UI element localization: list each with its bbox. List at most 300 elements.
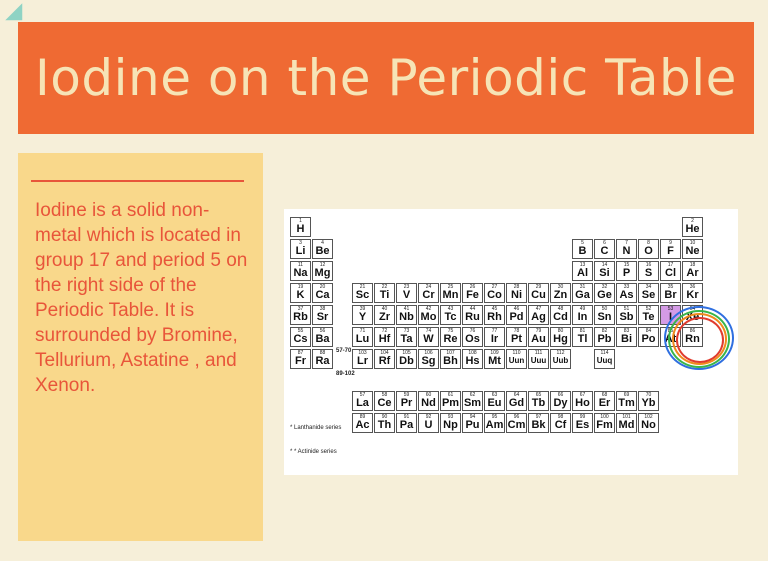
element-symbol: Sn (597, 311, 612, 323)
element-symbol: Ba (315, 333, 330, 345)
atomic-number: 35 (667, 284, 674, 290)
atomic-number: 109 (490, 350, 499, 356)
atomic-number: 32 (601, 284, 608, 290)
element-cell (440, 391, 461, 411)
atomic-number: 99 (579, 414, 586, 420)
atomic-number: 66 (557, 392, 564, 398)
element-symbol: Re (443, 333, 458, 345)
atomic-number: 31 (579, 284, 586, 290)
element-symbol: Lu (355, 333, 370, 345)
element-symbol: Mt (488, 355, 501, 367)
element-symbol: Rh (487, 311, 502, 323)
element-cell (418, 283, 439, 303)
element-cell (528, 413, 549, 433)
atomic-number: 24 (425, 284, 432, 290)
atomic-number: 18 (689, 262, 696, 268)
atomic-number: 13 (579, 262, 586, 268)
element-symbol: Yb (641, 397, 656, 409)
element-cell (550, 305, 571, 325)
element-symbol: Li (295, 245, 306, 257)
atomic-number: 23 (403, 284, 410, 290)
element-symbol: Be (315, 245, 330, 257)
element-cell (506, 413, 527, 433)
element-cell (528, 305, 549, 325)
atomic-number: 43 (447, 306, 454, 312)
element-cell (682, 239, 703, 259)
element-symbol: F (667, 245, 674, 257)
element-symbol: Br (664, 289, 677, 301)
element-cell (594, 391, 615, 411)
atomic-number: 70 (645, 392, 652, 398)
atomic-number: 92 (425, 414, 432, 420)
element-symbol: Np (443, 419, 458, 431)
atomic-number: 95 (491, 414, 498, 420)
element-cell (352, 349, 373, 369)
element-symbol: Xe (685, 311, 700, 323)
atomic-number: 47 (535, 306, 542, 312)
atomic-number: 84 (645, 328, 652, 334)
atomic-number: 42 (425, 306, 432, 312)
slide-body-text: Iodine is a solid non-metal which is located in group 17 and period 5 on the right side of the Periodic Table. It is surrounded by Bromine, Tellurium, Astatine , and Xenon. (35, 200, 248, 396)
element-symbol: Ni (511, 289, 522, 301)
element-cell (312, 261, 333, 281)
periodic-table-image (284, 209, 738, 475)
element-cell (396, 391, 417, 411)
atomic-number: 11 (297, 262, 304, 268)
element-symbol: Uuu (530, 356, 547, 365)
element-cell (638, 261, 659, 281)
element-cell (638, 283, 659, 303)
element-cell (594, 239, 615, 259)
element-cell (506, 391, 527, 411)
atomic-number: 2 (691, 218, 694, 224)
element-cell (484, 305, 505, 325)
element-symbol: Zn (553, 289, 568, 301)
element-symbol: Rf (378, 355, 391, 367)
element-cell (396, 349, 417, 369)
element-cell (290, 239, 311, 259)
element-symbol: I (668, 311, 673, 323)
element-cell (616, 327, 637, 347)
atomic-number: 16 (645, 262, 652, 268)
element-symbol: Tl (577, 333, 588, 345)
element-cell (462, 413, 483, 433)
element-cell (506, 283, 527, 303)
atomic-number: 62 (469, 392, 476, 398)
actinide-placeholder: 89-102 (336, 371, 355, 377)
element-cell (638, 239, 659, 259)
element-cell (396, 413, 417, 433)
atomic-number: 75 (447, 328, 454, 334)
atomic-number: 9 (669, 240, 672, 246)
atomic-number: 100 (600, 414, 609, 420)
element-symbol: Ir (490, 333, 499, 345)
element-symbol: Fe (466, 289, 479, 301)
element-symbol: Mo (420, 311, 437, 323)
atomic-number: 63 (491, 392, 498, 398)
element-symbol: Cu (531, 289, 546, 301)
element-symbol: At (664, 333, 677, 345)
element-symbol: Hs (465, 355, 480, 367)
element-cell (462, 349, 483, 369)
element-cell (440, 305, 461, 325)
element-cell (638, 305, 659, 325)
element-cell (594, 305, 615, 325)
atomic-number: 96 (513, 414, 520, 420)
atomic-number: 60 (425, 392, 432, 398)
element-symbol: Nb (399, 311, 414, 323)
element-cell (594, 413, 615, 433)
atomic-number: 82 (601, 328, 608, 334)
element-symbol: W (423, 333, 434, 345)
element-cell (290, 261, 311, 281)
element-cell (484, 327, 505, 347)
element-cell (396, 327, 417, 347)
atomic-number: 104 (380, 350, 389, 356)
element-symbol: Pd (509, 311, 524, 323)
element-cell (572, 283, 593, 303)
atomic-number: 4 (321, 240, 324, 246)
element-cell (682, 261, 703, 281)
element-cell (572, 391, 593, 411)
element-symbol: Po (641, 333, 656, 345)
element-cell (352, 391, 373, 411)
element-symbol: Tm (618, 397, 635, 409)
atomic-number: 49 (579, 306, 586, 312)
atomic-number: 30 (557, 284, 564, 290)
element-cell (682, 283, 703, 303)
element-cell (462, 391, 483, 411)
element-symbol: Lr (357, 355, 368, 367)
element-symbol: Er (598, 397, 611, 409)
element-symbol: H (296, 223, 305, 235)
element-cell (374, 391, 395, 411)
element-cell (484, 413, 505, 433)
element-symbol: Md (618, 419, 635, 431)
element-symbol: K (296, 289, 305, 301)
element-cell (312, 349, 333, 369)
element-symbol: Te (642, 311, 655, 323)
element-symbol: Uuq (596, 356, 613, 365)
atomic-number: 33 (623, 284, 630, 290)
element-cell (352, 413, 373, 433)
atomic-number: 34 (645, 284, 652, 290)
element-cell (616, 413, 637, 433)
atomic-number: 17 (667, 262, 674, 268)
atomic-number: 39 (359, 306, 366, 312)
atomic-number: 36 (689, 284, 696, 290)
atomic-number: 61 (447, 392, 454, 398)
element-symbol: Ga (575, 289, 590, 301)
element-symbol: As (619, 289, 634, 301)
element-symbol: Cf (554, 419, 567, 431)
element-cell (638, 391, 659, 411)
atomic-number: 77 (491, 328, 498, 334)
element-symbol: Bh (443, 355, 458, 367)
element-cell (312, 305, 333, 325)
element-cell (550, 391, 571, 411)
atomic-number: 45 (491, 306, 498, 312)
atomic-number: 53 (667, 306, 674, 312)
element-cell (374, 283, 395, 303)
element-symbol: Hg (553, 333, 568, 345)
element-cell (616, 391, 637, 411)
element-symbol: No (641, 419, 656, 431)
atomic-number: 91 (403, 414, 410, 420)
element-cell (440, 327, 461, 347)
atomic-number: 72 (381, 328, 388, 334)
element-cell (484, 349, 505, 369)
atomic-number: 108 (468, 350, 477, 356)
atomic-number: 110 (512, 350, 521, 356)
element-symbol: Mg (314, 267, 331, 279)
atomic-number: 27 (491, 284, 498, 290)
element-symbol: Ta (400, 333, 413, 345)
element-cell (528, 349, 549, 369)
atomic-number: 101 (622, 414, 631, 420)
atomic-number: 3 (299, 240, 302, 246)
element-cell (418, 349, 439, 369)
element-symbol: Ce (377, 397, 392, 409)
element-symbol: Db (399, 355, 414, 367)
element-cell (682, 217, 703, 237)
element-cell (594, 283, 615, 303)
element-symbol: Bi (621, 333, 632, 345)
element-symbol: Tc (444, 311, 457, 323)
atomic-number: 85 (667, 328, 674, 334)
element-cell (396, 305, 417, 325)
element-cell (528, 391, 549, 411)
element-cell (290, 283, 311, 303)
atomic-number: 5 (581, 240, 584, 246)
element-symbol: Au (531, 333, 546, 345)
atomic-number: 93 (447, 414, 454, 420)
atomic-number: 107 (446, 350, 455, 356)
element-cell (374, 413, 395, 433)
element-cell (638, 327, 659, 347)
element-cell (484, 391, 505, 411)
element-cell (396, 283, 417, 303)
element-symbol: Cl (665, 267, 676, 279)
element-cell (616, 261, 637, 281)
element-cell (660, 261, 681, 281)
element-cell (616, 283, 637, 303)
lanthanide-placeholder: 57-70 (336, 348, 352, 354)
atomic-number: 112 (556, 350, 565, 356)
element-symbol: Fm (596, 419, 613, 431)
atomic-number: 76 (469, 328, 476, 334)
atomic-number: 86 (689, 328, 696, 334)
atomic-number: 46 (513, 306, 520, 312)
actinide-series-label: * * Actinide series (290, 449, 337, 455)
atomic-number: 15 (623, 262, 630, 268)
element-symbol: Os (465, 333, 480, 345)
element-symbol: V (402, 289, 411, 301)
atomic-number: 50 (601, 306, 608, 312)
element-cell (352, 305, 373, 325)
atomic-number: 12 (319, 262, 326, 268)
element-symbol: Fr (295, 355, 306, 367)
atomic-number: 14 (601, 262, 608, 268)
atomic-number: 58 (381, 392, 388, 398)
atomic-number: 102 (644, 414, 653, 420)
atomic-number: 48 (557, 306, 564, 312)
element-symbol: Si (599, 267, 610, 279)
element-cell (312, 327, 333, 347)
atomic-number: 37 (297, 306, 304, 312)
atomic-number: 64 (513, 392, 520, 398)
atomic-number: 88 (319, 350, 326, 356)
element-cell (440, 413, 461, 433)
element-symbol: Uun (508, 356, 525, 365)
atomic-number: 94 (469, 414, 476, 420)
atomic-number: 57 (359, 392, 366, 398)
element-cell (550, 327, 571, 347)
atomic-number: 111 (534, 350, 543, 356)
element-cell (290, 217, 311, 237)
atomic-number: 28 (513, 284, 520, 290)
element-symbol: N (622, 245, 631, 257)
element-symbol: Ca (315, 289, 330, 301)
element-cell (506, 327, 527, 347)
element-symbol: P (622, 267, 631, 279)
atomic-number: 87 (297, 350, 304, 356)
element-symbol: Tb (531, 397, 546, 409)
element-symbol: Cd (553, 311, 568, 323)
atomic-number: 90 (381, 414, 388, 420)
element-cell (440, 349, 461, 369)
atomic-number: 21 (359, 284, 366, 290)
atomic-number: 105 (402, 350, 411, 356)
element-cell (312, 283, 333, 303)
element-symbol: Ge (597, 289, 612, 301)
element-cell (572, 261, 593, 281)
atomic-number: 80 (557, 328, 564, 334)
atomic-number: 74 (425, 328, 432, 334)
atomic-number: 54 (689, 306, 696, 312)
atomic-number: 10 (689, 240, 696, 246)
element-cell (594, 261, 615, 281)
atomic-number: 78 (513, 328, 520, 334)
element-symbol: Eu (487, 397, 502, 409)
element-cell (572, 239, 593, 259)
atomic-number: 20 (319, 284, 326, 290)
lanthanide-series-label: * Lanthanide series (290, 425, 342, 431)
atomic-number: 6 (603, 240, 606, 246)
atomic-number: 73 (403, 328, 410, 334)
atomic-number: 22 (381, 284, 388, 290)
element-cell (418, 391, 439, 411)
element-cell (290, 305, 311, 325)
atomic-number: 83 (623, 328, 630, 334)
atomic-number: 67 (579, 392, 586, 398)
element-cell (352, 327, 373, 347)
element-symbol: Cs (293, 333, 308, 345)
element-symbol: Se (641, 289, 656, 301)
atomic-number: 56 (319, 328, 326, 334)
element-cell (528, 283, 549, 303)
atomic-number: 29 (535, 284, 542, 290)
element-symbol: Ti (379, 289, 390, 301)
atomic-number: 71 (359, 328, 366, 334)
element-symbol: Sm (463, 397, 482, 409)
element-symbol: Am (485, 419, 504, 431)
atomic-number: 97 (535, 414, 542, 420)
element-symbol: Ho (575, 397, 590, 409)
slide-title: Iodine on the Periodic Table (35, 49, 737, 107)
element-cell (440, 283, 461, 303)
element-symbol: La (356, 397, 369, 409)
element-cell (506, 305, 527, 325)
element-symbol: Sb (619, 311, 634, 323)
element-symbol: Na (293, 267, 308, 279)
element-cell (312, 239, 333, 259)
element-cell (660, 283, 681, 303)
element-cell (638, 413, 659, 433)
element-symbol: Ru (465, 311, 480, 323)
element-symbol: S (644, 267, 653, 279)
element-symbol: Al (577, 267, 588, 279)
element-symbol: Bk (531, 419, 546, 431)
element-symbol: Rn (685, 333, 700, 345)
element-symbol: Hf (378, 333, 391, 345)
atomic-number: 44 (469, 306, 476, 312)
element-symbol: In (577, 311, 588, 323)
element-cell (616, 239, 637, 259)
atomic-number: 81 (579, 328, 586, 334)
element-symbol: U (424, 419, 433, 431)
atomic-number: 59 (403, 392, 410, 398)
element-symbol: Sc (355, 289, 370, 301)
atomic-number: 1 (299, 218, 302, 224)
element-cell (506, 349, 527, 369)
atomic-number: 89 (359, 414, 366, 420)
card-divider (31, 180, 244, 182)
element-cell (594, 327, 615, 347)
atomic-number: 51 (623, 306, 630, 312)
element-cell (550, 283, 571, 303)
element-symbol: Pm (441, 397, 460, 409)
element-cell (594, 349, 615, 369)
element-cell (550, 349, 571, 369)
title-banner (18, 22, 754, 134)
element-symbol: Ar (686, 267, 699, 279)
element-symbol: Es (575, 419, 590, 431)
element-symbol: Ra (315, 355, 330, 367)
element-cell (660, 239, 681, 259)
atomic-number: 38 (319, 306, 326, 312)
element-symbol: Kr (686, 289, 699, 301)
element-symbol: Nd (421, 397, 436, 409)
element-symbol: Pa (399, 419, 414, 431)
element-symbol: Rb (293, 311, 308, 323)
atomic-number: 68 (601, 392, 608, 398)
element-symbol: Dy (553, 397, 568, 409)
atomic-number: 106 (424, 350, 433, 356)
element-symbol: Cr (422, 289, 435, 301)
element-symbol: Y (358, 311, 367, 323)
element-cell (462, 305, 483, 325)
element-symbol: Pb (597, 333, 612, 345)
atomic-number: 7 (625, 240, 628, 246)
atomic-number: 79 (535, 328, 542, 334)
element-cell (616, 305, 637, 325)
element-symbol: Th (377, 419, 392, 431)
atomic-number: 8 (647, 240, 650, 246)
element-symbol: Uub (552, 356, 569, 365)
element-symbol: Sg (421, 355, 436, 367)
atomic-number: 114 (600, 350, 609, 356)
